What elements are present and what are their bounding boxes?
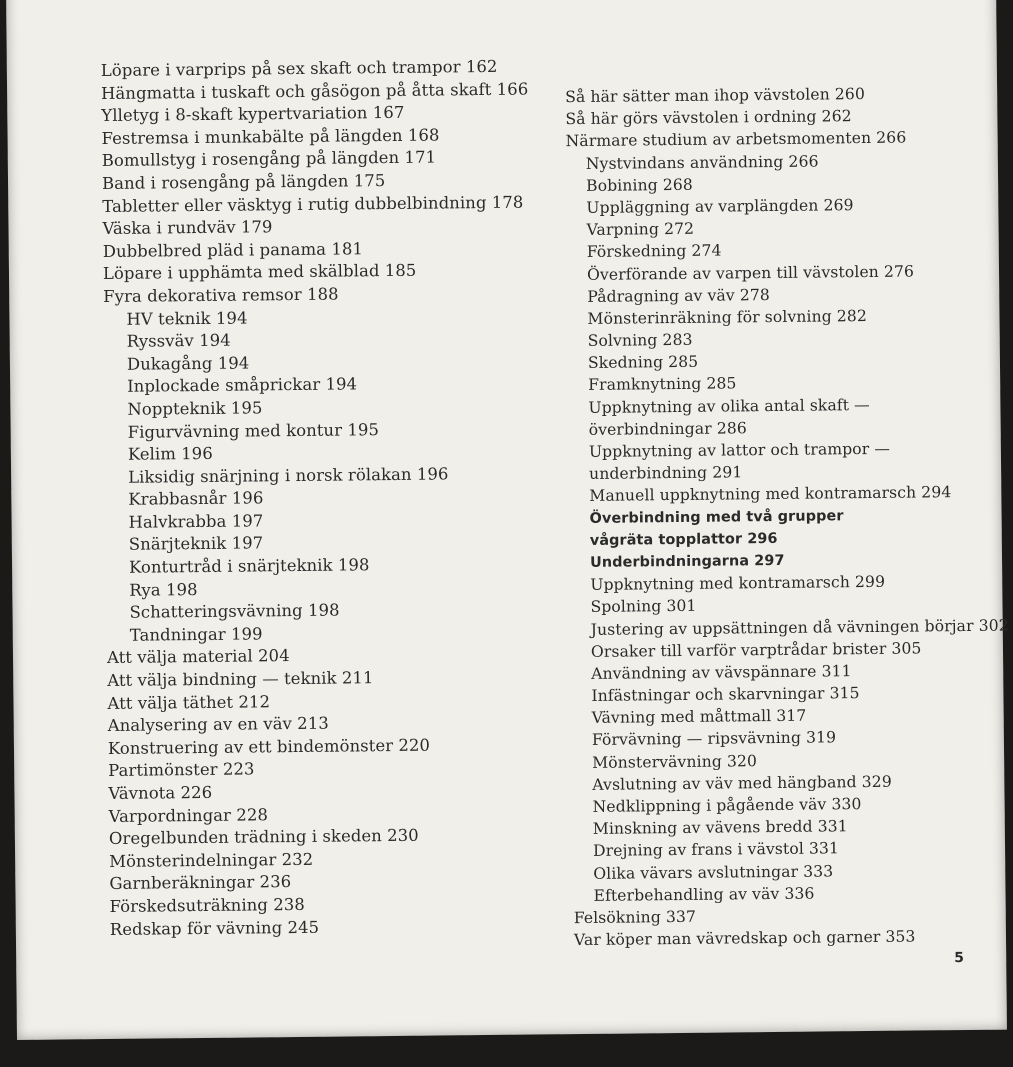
toc-entry: Att välja material 204 [106,646,290,668]
toc-entry: Solvning 283 [587,330,693,350]
toc-entry: Konstruering av ett bindemönster 220 [107,735,431,758]
toc-entry: Närmare studium av arbetsmomenten 266 [565,128,907,151]
toc-entry: Fyra dekorativa remsor 188 [103,284,339,306]
toc-entry: Så här görs vävstolen i ordning 262 [565,107,852,129]
toc-entry: Figurvävning med kontur 195 [127,419,380,442]
toc-entry: Skedning 285 [587,353,699,373]
toc-entry: Konturtråd i snärjteknik 198 [128,555,370,577]
toc-entry: vågräta topplattor 296 [589,530,778,549]
toc-entry: Krabbasnår 196 [128,488,264,510]
toc-entry: Minskning av vävens bredd 331 [592,817,848,839]
toc-entry: Oregelbunden trädning i skeden 230 [108,825,419,849]
toc-entry: Ylletyg i 8-skaft kypertvariation 167 [101,103,405,126]
toc-entry: Manuell uppknytning med kontramarsch 294 [589,483,952,506]
toc-entry: överbindningar 286 [588,419,747,439]
toc-entry: Hängmatta i tuskaft och gåsögon på åtta skaft 166 [101,79,529,103]
toc-entry: underbindning 291 [589,463,743,484]
toc-entry: Bomullstyg i rosengång på längden 171 [101,147,437,171]
toc-entry: Användning av vävspännare 311 [591,662,852,683]
toc-entry: Löpare i varprips på sex skaft och trampor 162 [100,56,498,81]
toc-entry: Förvävning — ripsvävning 319 [591,728,837,750]
toc-entry: Mönstervävning 320 [592,751,758,772]
toc-entry: Nystvindans användning 266 [585,152,819,173]
toc-entry: Tabletter eller väsktyg i rutig dubbelbindning 178 [102,192,524,216]
toc-right-column [563,82,1009,952]
toc-entry: Avslutning av väv med hängband 329 [592,772,892,794]
toc-entry: Nedklippning i pågående väv 330 [592,795,862,816]
toc-left-column [91,56,530,942]
toc-entry: Överförande av varpen till vävstolen 276 [586,262,915,284]
toc-entry: Ryssväv 194 [126,330,231,351]
toc-entry: Väska i rundväv 179 [102,217,273,239]
toc-entry: Så här sätter man ihop vävstolen 260 [565,85,866,107]
toc-entry: Garnberäkningar 236 [109,872,292,894]
toc-entry: Band i rosengång på längden 175 [101,171,386,193]
toc-entry: Liksidig snärjning i norsk rölakan 196 [128,464,449,487]
toc-entry: Snärjteknik 197 [128,533,264,555]
toc-entry: Varpordningar 228 [108,804,269,826]
toc-entry: Överbindning med två grupper [589,507,844,527]
toc-entry: Löpare i upphämta med skälblad 185 [102,261,417,284]
toc-entry: Mönsterindelningar 232 [109,849,314,871]
toc-entry: Underbindningarna 297 [589,552,785,571]
toc-entry: Uppknytning av lattor och trampor — [588,439,891,461]
toc-entry: Orsaker till varför varptrådar brister 305 [590,639,922,661]
toc-entry: Att välja bindning — teknik 211 [107,668,374,691]
toc-entry: Halvkrabba 197 [128,511,264,532]
toc-entry: Vävning med måttmall 317 [591,706,807,728]
toc-entry: Uppläggning av varplängden 269 [586,196,854,217]
toc-entry: Vävnota 226 [108,782,213,803]
toc-entry: Schatteringsvävning 198 [129,600,340,622]
toc-entry: Att välja täthet 212 [107,691,271,713]
toc-entry: Partimönster 223 [108,759,255,781]
toc-entry: Spolning 301 [590,597,697,617]
toc-entry: Redskap för vävning 245 [109,917,320,939]
toc-entry: Framknytning 285 [588,374,737,395]
toc-entry: Drejning av frans i vävstol 331 [592,839,840,861]
toc-entry: HV teknik 194 [126,308,248,329]
toc-entry: Var köper man vävredskap och garner 353 [573,927,916,950]
toc-entry: Festremsa i munkabälte på längden 168 [101,125,440,148]
toc-entry: Justering av uppsättningen då vävningen börjar 302 [590,616,1009,639]
toc-entry: Dukagång 194 [126,353,250,374]
toc-entry: Tandningar 199 [129,624,263,645]
page-number: 5 [954,950,965,967]
toc-entry: Mönsterinräkning för solvning 282 [587,306,868,328]
toc-entry: Infästningar och skarvningar 315 [591,684,860,705]
toc-entry: Noppteknik 195 [127,398,263,419]
toc-entry: Efterbehandling av väv 336 [593,884,815,905]
toc-entry: Rya 198 [129,579,198,600]
book-page [6,0,1007,1040]
toc-entry: Uppknytning av olika antal skaft — [588,395,870,417]
toc-entry: Felsökning 337 [573,907,697,928]
toc-entry: Kelim 196 [127,443,213,464]
toc-entry: Bobining 268 [586,175,693,195]
toc-entry: Pådragning av väv 278 [587,285,770,306]
toc-entry: Varpning 272 [586,219,695,240]
toc-entry: Dubbelbred pläd i panama 181 [102,239,364,261]
toc-entry: Olika vävars avslutningar 333 [593,861,834,883]
toc-entry: Uppknytning med kontramarsch 299 [590,572,886,595]
toc-entry: Analysering av en väv 213 [107,713,329,736]
toc-entry: Inplockade småprickar 194 [127,374,358,397]
toc-entry: Förskedsuträkning 238 [109,894,305,916]
toc-entry: Förskedning 274 [586,241,722,262]
